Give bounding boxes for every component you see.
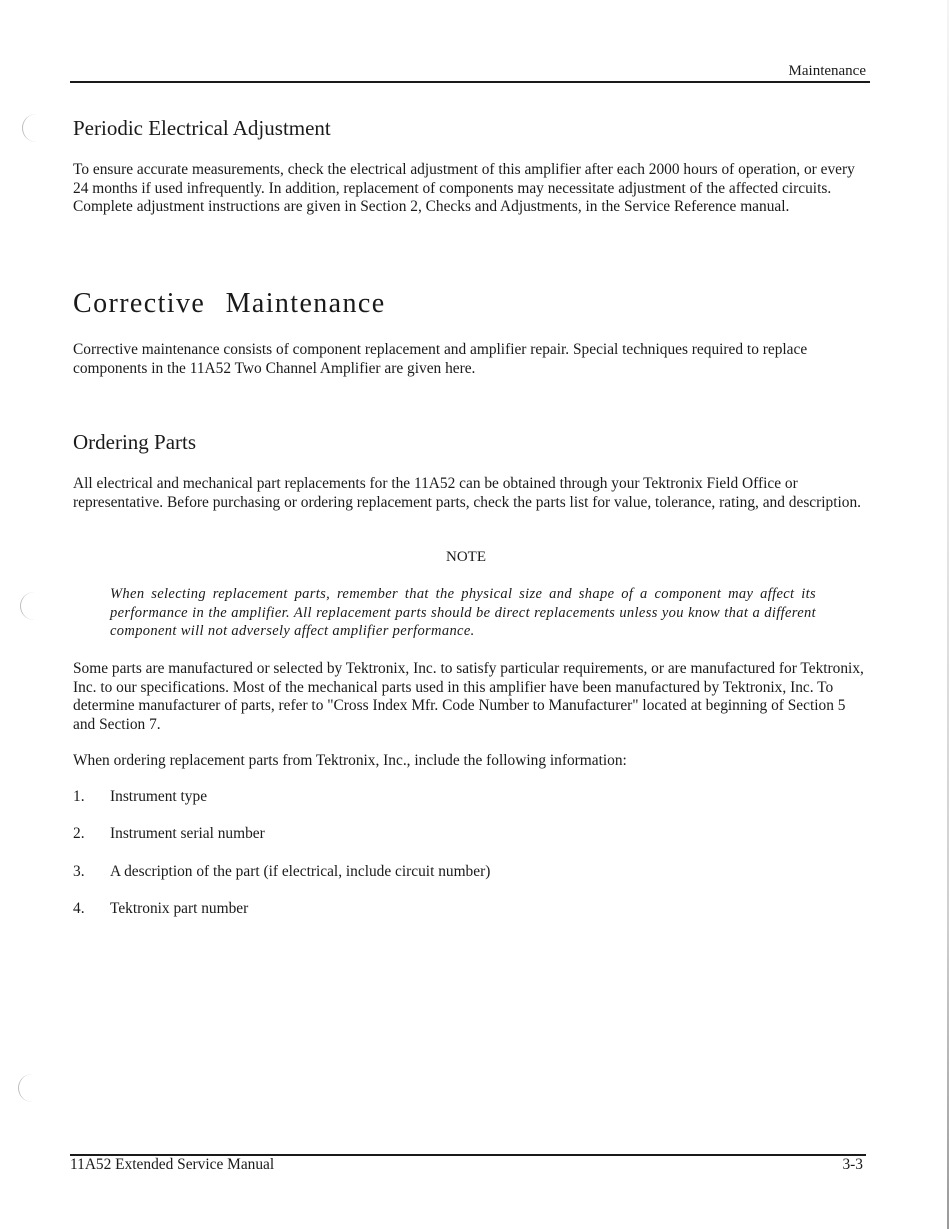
header-rule: [70, 81, 870, 83]
list-item-number: 1.: [73, 788, 85, 805]
binding-hole-mark: [18, 1074, 33, 1102]
footer-manual-title: 11A52 Extended Service Manual: [70, 1156, 275, 1173]
list-item-text: Tektronix part number: [110, 900, 249, 917]
running-header: Maintenance: [788, 63, 866, 79]
list-item-text: Instrument type: [110, 788, 208, 805]
list-item-text: Instrument serial number: [110, 825, 265, 842]
ordering-parts-heading: Ordering Parts: [73, 430, 197, 454]
manufacturer-paragraph: Some parts are manufactured or selected by Tektronix, Inc. to satisfy particular requirements, or are manufactured for Tektronix, Inc. to our specifications. Most of the mechanical parts used in this amplifier have been manufactured by Tektronix, Inc. To determine manufacturer of parts, refer to "Cross Index Mfr. Code Number to Manufacturer" located at beginning of Section 5 and Section 7.: [73, 660, 864, 733]
note-body: When selecting replacement parts, remember that the physical size and shape of a component may affect its performance in the amplifier. All replacement parts should be direct replacements unless you know that a different component will not adversely affect amplifier performance.: [110, 586, 816, 640]
binding-hole-mark: [20, 592, 35, 620]
ordering-parts-paragraph: All electrical and mechanical part replacements for the 11A52 can be obtained through your Tektronix Field Office or representative. Before purchasing or ordering replacement parts, check the parts list for value, tolerance, rating, and description.: [73, 475, 862, 511]
ordering-intro-paragraph: When ordering replacement parts from Tektronix, Inc., include the following information:: [73, 752, 627, 769]
binding-hole-mark: [22, 114, 37, 142]
list-item-number: 2.: [73, 825, 85, 842]
footer-page-number: 3-3: [842, 1156, 863, 1173]
corrective-maintenance-paragraph: Corrective maintenance consists of component replacement and amplifier repair. Special techniques required to replace components in the 11A52 Two Channel Amplifier are given here.: [73, 341, 808, 377]
periodic-adjustment-heading: Periodic Electrical Adjustment: [73, 116, 331, 140]
list-item-number: 3.: [73, 863, 85, 880]
corrective-maintenance-heading: Corrective Maintenance: [73, 288, 386, 319]
list-item-text: A description of the part (if electrical, include circuit number): [110, 863, 491, 880]
note-label: NOTE: [446, 549, 486, 565]
periodic-adjustment-paragraph: To ensure accurate measurements, check the electrical adjustment of this amplifier after each 2000 hours of operation, or every 24 months if used infrequently. In addition, replacement of components may necessitate adjustment of the affected circuits. Complete adjustment instructions are given in Section 2, Checks and Adjustments, in the Service Reference manual.: [73, 161, 855, 216]
list-item-number: 4.: [73, 900, 85, 917]
scan-edge: [947, 0, 949, 1229]
